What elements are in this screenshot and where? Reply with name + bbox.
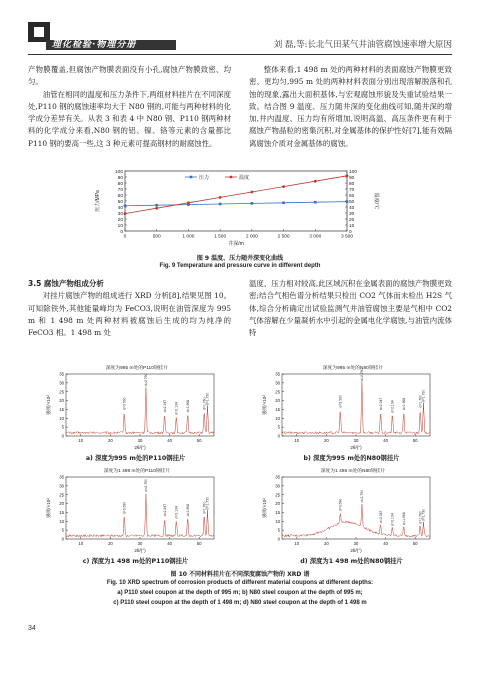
series-point (219, 203, 222, 206)
x-tick-label: 20 (108, 438, 113, 443)
peak-label: d=1.730 (205, 392, 210, 406)
series-line-1 (125, 176, 347, 214)
plot-frame (66, 477, 214, 539)
x-tick-label: 10 (294, 438, 300, 443)
peak-label: d=2.134 (390, 400, 395, 413)
y-tick-label: 25 (59, 389, 64, 395)
series-point (314, 180, 317, 183)
fig10-caption-cn: 图 10 不同材料挂片在不同深度腐蚀产物的 XRD 谱 (170, 571, 310, 578)
y2-tick-label: 60 (349, 193, 355, 199)
y2-tick-label: 0 (349, 229, 352, 235)
peak-label: d=3.590 (338, 498, 343, 512)
fig10-panel-c-label: c) 深度为1 498 m处的P110钢挂片 (82, 558, 189, 565)
peak-label: d=1.968 (185, 503, 190, 517)
y-tick-label: 5 (277, 527, 280, 533)
y-tick-label: 30 (275, 483, 280, 489)
y-axis-label: 强度/×10² (46, 498, 51, 518)
y2-tick-label: 40 (349, 205, 355, 211)
xrd-spectrum (282, 504, 429, 537)
peak-label: d=1.760 (202, 397, 207, 410)
xrd-spectrum (66, 494, 213, 537)
peak-label: d=2.134 (174, 506, 179, 519)
series-point (250, 191, 253, 194)
x-tick-label: 10 (78, 541, 84, 546)
fig10-panel-a-label: a) 深度为995 m处的P110钢挂片 (85, 455, 186, 462)
x-tick-label: 10 (78, 438, 84, 443)
peak-label: d=2.347 (162, 399, 167, 413)
peak-label: d=1.968 (185, 399, 190, 413)
series-point (251, 202, 254, 205)
y-tick-label: 25 (59, 492, 64, 498)
x-axis-label: 井深/m (228, 241, 244, 247)
fig10-panel-d (258, 463, 443, 555)
panel-subtitle: 深度为1 498 m处的N80钢挂片 (320, 469, 386, 474)
peak-label: d=1.968 (401, 397, 406, 411)
legend-label: 压力 (199, 174, 210, 181)
peak-label: d=3.590 (122, 397, 127, 410)
journal-logo-text: 理化检验·物理分册 (52, 40, 137, 50)
y2-tick-label: 10 (349, 223, 355, 229)
y-tick-label: 30 (59, 483, 64, 489)
x-tick-label: 2 000 (245, 234, 258, 240)
y2-tick-label: 80 (349, 181, 355, 187)
x-tick-label: 40 (167, 541, 172, 546)
y-tick-label: 25 (275, 492, 280, 498)
y-tick-label: 30 (59, 380, 64, 386)
y-tick-label: 0 (61, 433, 64, 439)
section-heading: 3.5 腐蚀产物组成分析 (28, 279, 104, 288)
y-tick-label: 20 (275, 398, 280, 404)
peak-label: d=1.968 (401, 512, 406, 525)
series-point (219, 196, 222, 199)
peak-label: d=1.730 (205, 497, 210, 510)
peak-label: d=2.790 (144, 479, 149, 492)
plot-frame (66, 374, 214, 436)
x-axis-label: 2θ/(°) (350, 445, 362, 450)
y-tick-label: 40 (117, 205, 123, 211)
fig10-panel-d-label: d) 深度为1 498 m处的N80钢挂片 (300, 558, 403, 565)
y-tick-label: 100 (114, 169, 123, 175)
x-tick-label: 10 (294, 541, 300, 546)
plot-frame (125, 171, 347, 231)
x-axis-label: 2θ/(°) (350, 548, 362, 553)
fig10-panel-a (42, 360, 227, 452)
x-tick-label: 20 (324, 541, 329, 546)
x-tick-label: 0 (123, 234, 127, 240)
series-point (124, 205, 127, 208)
legend-label: 温度 (239, 174, 250, 181)
y-tick-label: 20 (59, 398, 64, 404)
series-point (282, 185, 285, 188)
plot-frame (282, 477, 430, 539)
y2-tick-label: 30 (349, 211, 355, 217)
fig10-panel-b-label: b) 深度为995 m处的N80钢挂片 (303, 455, 400, 462)
y2-tick-label: 100 (349, 169, 358, 175)
peak-label: d=3.590 (122, 501, 127, 515)
x-tick-label: 30 (137, 541, 143, 546)
y2-tick-label: 50 (349, 199, 355, 205)
right-top-column (249, 64, 452, 150)
peak-label: d=2.134 (390, 513, 395, 526)
paragraph: 对挂片腐蚀产物的组成进行 XRD 分析[8],结果见图 10。可知除铁外,其他能量峰均为 FeCO3,说明在油管深度为 995 m 和 1 498 m 处两种材料被腐蚀后生成的均为纯净的 FeCO3 相。1 498 m 处 (28, 291, 231, 338)
series-point (124, 212, 127, 215)
panel-subtitle: 深度为995 m处的P110钢挂片 (105, 366, 169, 371)
series-point (282, 202, 285, 205)
plot-frame (282, 374, 430, 436)
y-tick-label: 0 (277, 433, 280, 439)
series-point (346, 174, 349, 177)
fig9-caption-en: Fig. 9 Temperature and pressure curve in different depth (159, 263, 321, 269)
x-tick-label: 50 (196, 438, 202, 443)
y-tick-label: 10 (59, 415, 64, 421)
y-tick-label: 60 (117, 193, 123, 199)
x-tick-label: 2 500 (277, 234, 290, 240)
y-tick-label: 30 (275, 380, 280, 386)
y-tick-label: 0 (61, 536, 64, 542)
y-tick-label: 20 (117, 217, 123, 223)
page-header (0, 0, 480, 58)
x-tick-label: 50 (196, 541, 202, 546)
y-tick-label: 10 (117, 223, 123, 229)
fig10-panel-b (258, 360, 443, 452)
journal-logo-mark (28, 22, 50, 42)
series-point (155, 207, 158, 210)
peak-label: d=1.760 (202, 501, 207, 515)
left-top-column (28, 64, 231, 150)
x-axis-label: 2θ/(°) (134, 548, 146, 553)
x-tick-label: 30 (353, 541, 359, 546)
peak-label: d=1.730 (421, 508, 426, 522)
peak-label: d=2.347 (162, 503, 167, 517)
y2-axis-label: 温度/℃ (373, 192, 379, 210)
x-tick-label: 40 (383, 438, 388, 443)
y-tick-label: 35 (275, 371, 280, 377)
x-tick-label: 1 500 (214, 234, 227, 240)
y-axis-label: 压力/MPa (95, 190, 101, 212)
series-line-0 (125, 202, 347, 206)
x-tick-label: 3 000 (309, 234, 322, 240)
y-axis-label: 强度/×10² (262, 498, 267, 518)
fig9-chart (85, 165, 385, 247)
x-tick-label: 500 (152, 234, 161, 240)
peak-label: d=2.347 (378, 510, 383, 523)
y-tick-label: 5 (61, 527, 64, 533)
y-tick-label: 15 (275, 510, 280, 516)
x-tick-label: 50 (412, 541, 418, 546)
peak-label: d=2.790 (360, 490, 365, 503)
peak-label: d=2.134 (174, 402, 179, 415)
header-rule (28, 54, 452, 55)
y-tick-label: 0 (120, 229, 123, 235)
y-tick-label: 35 (59, 371, 64, 377)
paragraph: 整体来看,1 498 m 处的两种材料的表面腐蚀产物膜更致密、更均匀,995 m 处的两种材料表面分别出现溶解脱落和孔蚀的现象,露出大面积基体,与宏观腐蚀形貌及失重试验结果一致。结合图 9 温度、压力随井深的变化曲线可知,随井深的增加,井内温度、压力均有所增加,说明高温、高压条件更有利于腐蚀产物晶粒的密集沉积,对金属基体的保护性好[7],能有效隔离腐蚀介质对金属基体的腐蚀。 (249, 65, 452, 148)
x-tick-label: 30 (353, 438, 359, 443)
y-tick-label: 10 (59, 518, 64, 524)
series-point (187, 201, 190, 204)
x-tick-label: 50 (412, 438, 418, 443)
x-tick-label: 30 (137, 438, 143, 443)
y-tick-label: 0 (277, 536, 280, 542)
fig10-panel-c (42, 463, 227, 555)
y2-tick-label: 90 (349, 175, 355, 181)
y2-tick-label: 20 (349, 217, 355, 223)
peak-label: d=2.790 (360, 368, 365, 381)
paragraph: 温度、压力相对较高,此区域沉积在金属表面的腐蚀产物膜更致密;结合气相色谱分析结果只检出 CO2 气体而未检出 H2S 气体,综合分析确定出试验监测气井油管腐蚀主要是气相中 CO2 气体溶解在少量凝析水中引起的金属电化学腐蚀,与油管内流体特 (249, 279, 452, 338)
fig9-caption-cn: 图 9 温度、压力随井深变化曲线 (196, 255, 284, 262)
y-tick-label: 35 (59, 474, 64, 480)
x-tick-label: 3 500 (340, 234, 354, 240)
x-tick-label: 20 (324, 438, 329, 443)
fig10-caption-en-1: Fig. 10 XRD spectrum of corrosion products of different material coupons at different depths: (106, 580, 374, 586)
fig10-caption-en-2: a) P110 steel coupon at the depth of 995 m; b) N80 steel coupon at the depth of 995 m; (117, 590, 363, 596)
xrd-spectrum (66, 387, 213, 433)
running-head: 刘 磊,等:长北气田某气井油管腐蚀速率增大原因 (273, 40, 452, 50)
peak-label: d=3.590 (338, 395, 343, 408)
panel-subtitle: 深度为1 498 m处的P110钢挂片 (103, 469, 171, 474)
y-tick-label: 5 (61, 424, 64, 430)
x-tick-label: 1 000 (182, 234, 195, 240)
section-left-column (28, 278, 231, 339)
legend-marker (190, 176, 193, 179)
y-tick-label: 25 (275, 389, 280, 395)
y-tick-label: 15 (275, 407, 280, 413)
paragraph: 油管在相同的温度和压力条件下,两组材料挂片在不同深度处,P110 钢的腐蚀速率均大于 N80 钢的,可能与两种材料的化学成分差异有关。从表 3 和表 4 中 N80 钢、P110 钢两种材料的化学成分来看,N80 钢的铝、镍、铬等元素的含量都比 P110 钢的要高一些,这 3 种元素可提高钢材的耐腐蚀性。 (28, 89, 231, 148)
y-tick-label: 70 (117, 187, 123, 193)
series-point (155, 204, 158, 207)
y-tick-label: 10 (275, 415, 280, 421)
y-tick-label: 15 (59, 510, 64, 516)
y-tick-label: 20 (59, 501, 64, 507)
peak-label: d=2.790 (144, 373, 149, 386)
series-point (314, 201, 317, 204)
y-tick-label: 5 (277, 424, 280, 430)
y-tick-label: 15 (59, 407, 64, 413)
fig10-caption-en-3: c) P110 steel coupon at the depth of 1 498 m; d) N80 steel coupon at the depth of 1 498 m (113, 600, 367, 606)
y-tick-label: 35 (275, 474, 280, 480)
y-axis-label: 强度/×10² (262, 395, 267, 415)
peak-label: d=1.760 (418, 511, 423, 524)
x-tick-label: 40 (383, 541, 388, 546)
y-tick-label: 20 (275, 501, 280, 507)
xrd-spectrum (282, 382, 429, 434)
legend-marker (230, 176, 233, 179)
y-tick-label: 80 (117, 181, 123, 187)
y-tick-label: 30 (117, 211, 123, 217)
y-tick-label: 90 (117, 175, 123, 181)
x-axis-label: 2θ/(°) (134, 445, 146, 450)
page-number: 34 (28, 625, 36, 632)
peak-label: d=1.760 (418, 395, 423, 408)
y-axis-label: 强度/×10² (46, 395, 51, 415)
paragraph: 产物膜覆盖,但腐蚀产物膜表面没有小孔,腐蚀产物膜致密、均匀。 (28, 65, 231, 87)
peak-label: d=1.730 (421, 389, 426, 403)
y-tick-label: 50 (117, 199, 123, 205)
x-tick-label: 40 (167, 438, 172, 443)
y2-tick-label: 70 (349, 187, 355, 193)
x-tick-label: 20 (108, 541, 113, 546)
peak-label: d=2.347 (378, 397, 383, 411)
panel-subtitle: 深度为995 m处的N80钢挂片 (322, 366, 384, 371)
y-tick-label: 10 (275, 518, 280, 524)
series-point (346, 200, 349, 203)
section-right-column (249, 278, 452, 339)
